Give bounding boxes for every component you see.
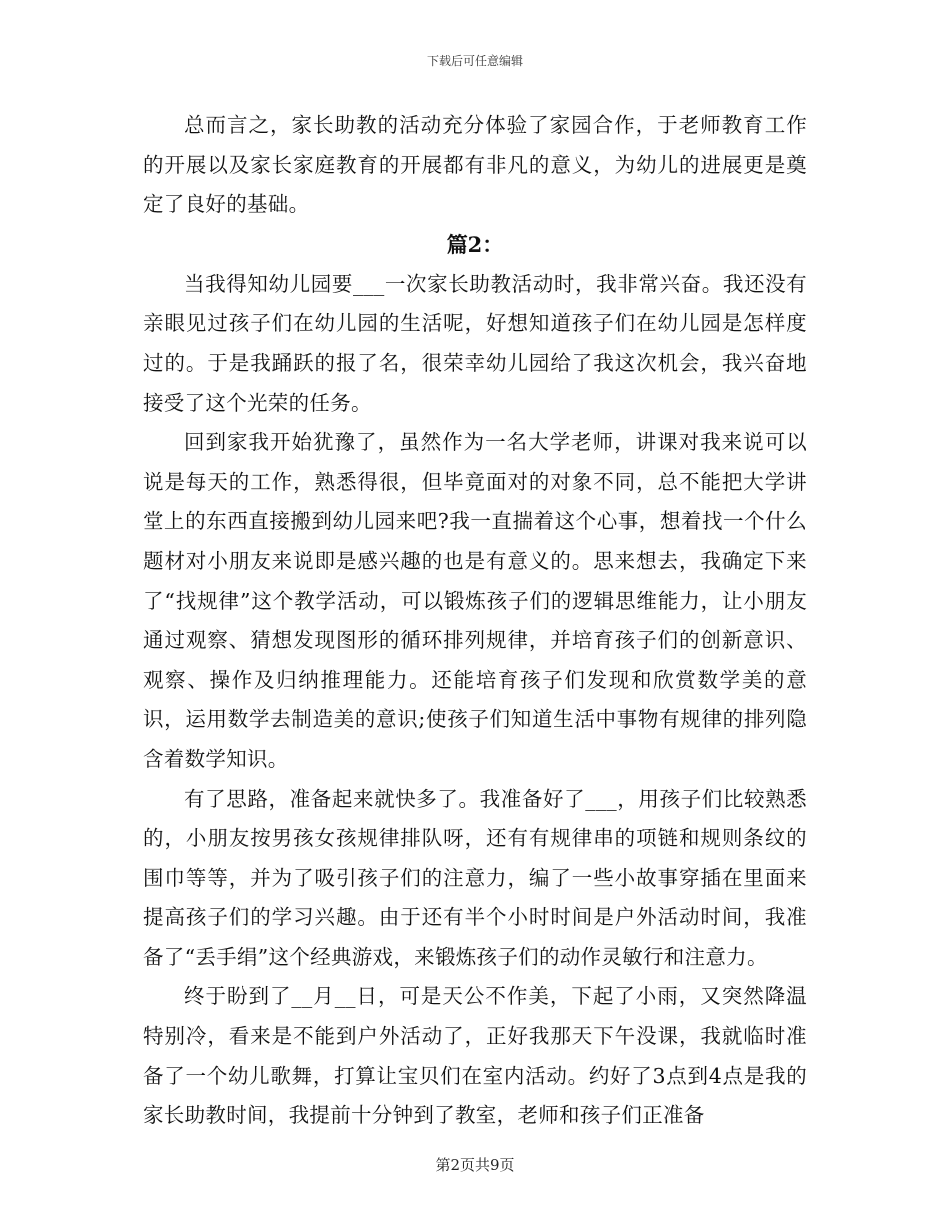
paragraph-4: 终于盼到了__月__日，可是天公不作美，下起了小雨，又突然降温特别冷，看来是不能到户外活动了，正好我那天下午没课，我就临时准备了一个幼儿歌舞，打算让宝贝们在室内活动。约好了3点到4点是我的家长助教时间，我提前十分钟到了教室，老师和孩子们正准备 [143, 984, 807, 1128]
paragraph-summary: 总而言之，家长助教的活动充分体验了家园合作，于老师教育工作的开展以及家长家庭教育的开展都有非凡的意义，为幼儿的进展更是奠定了良好的基础。 [143, 113, 807, 217]
paragraph-3: 有了思路，准备起来就快多了。我准备好了___，用孩子们比较熟悉的，小朋友按男孩女孩规律排队呀，还有有规律串的项链和规则条纹的围巾等等，并为了吸引孩子们的注意力，编了一些小故事穿插在里面来提高孩子们的学习兴趣。由于还有半个小时时间是户外活动时间，我准备了“丢手绢”这个经典游戏，来锻炼孩子们的动作灵敏行和注意力。 [143, 786, 807, 969]
paragraph-2: 回到家我开始犹豫了，虽然作为一名大学老师，讲课对我来说可以说是每天的工作，熟悉得很，但毕竟面对的对象不同，总不能把大学讲堂上的东西直接搬到幼儿园来吧?我一直揣着这个心事，想着找一个什么题材对小朋友来说即是感兴趣的也是有意义的。思来想去，我确定下来了“找规律”这个教学活动，可以锻炼孩子们的逻辑思维能力，让小朋友通过观察、猜想发现图形的循环排列规律，并培育孩子们的创新意识、观察、操作及归纳推理能力。还能培育孩子们发现和欣赏数学美的意识，运用数学去制造美的意识;使孩子们知道生活中事物有规律的排列隐含着数学知识。 [143, 430, 807, 771]
document-body [143, 106, 807, 1136]
page-header: 下载后可任意编辑 [426, 54, 523, 68]
paragraph-1: 当我得知幼儿园要___一次家长助教活动时，我非常兴奋。我还没有亲眼见过孩子们在幼儿园的生活呢，好想知道孩子们在幼儿园是怎样度过的。于是我踊跃的报了名，很荣幸幼儿园给了我这次机会，我兴奋地接受了这个光荣的任务。 [143, 271, 807, 415]
section-heading: 篇2： [446, 231, 504, 257]
page-footer: 第2页共9页 [435, 1156, 515, 1174]
